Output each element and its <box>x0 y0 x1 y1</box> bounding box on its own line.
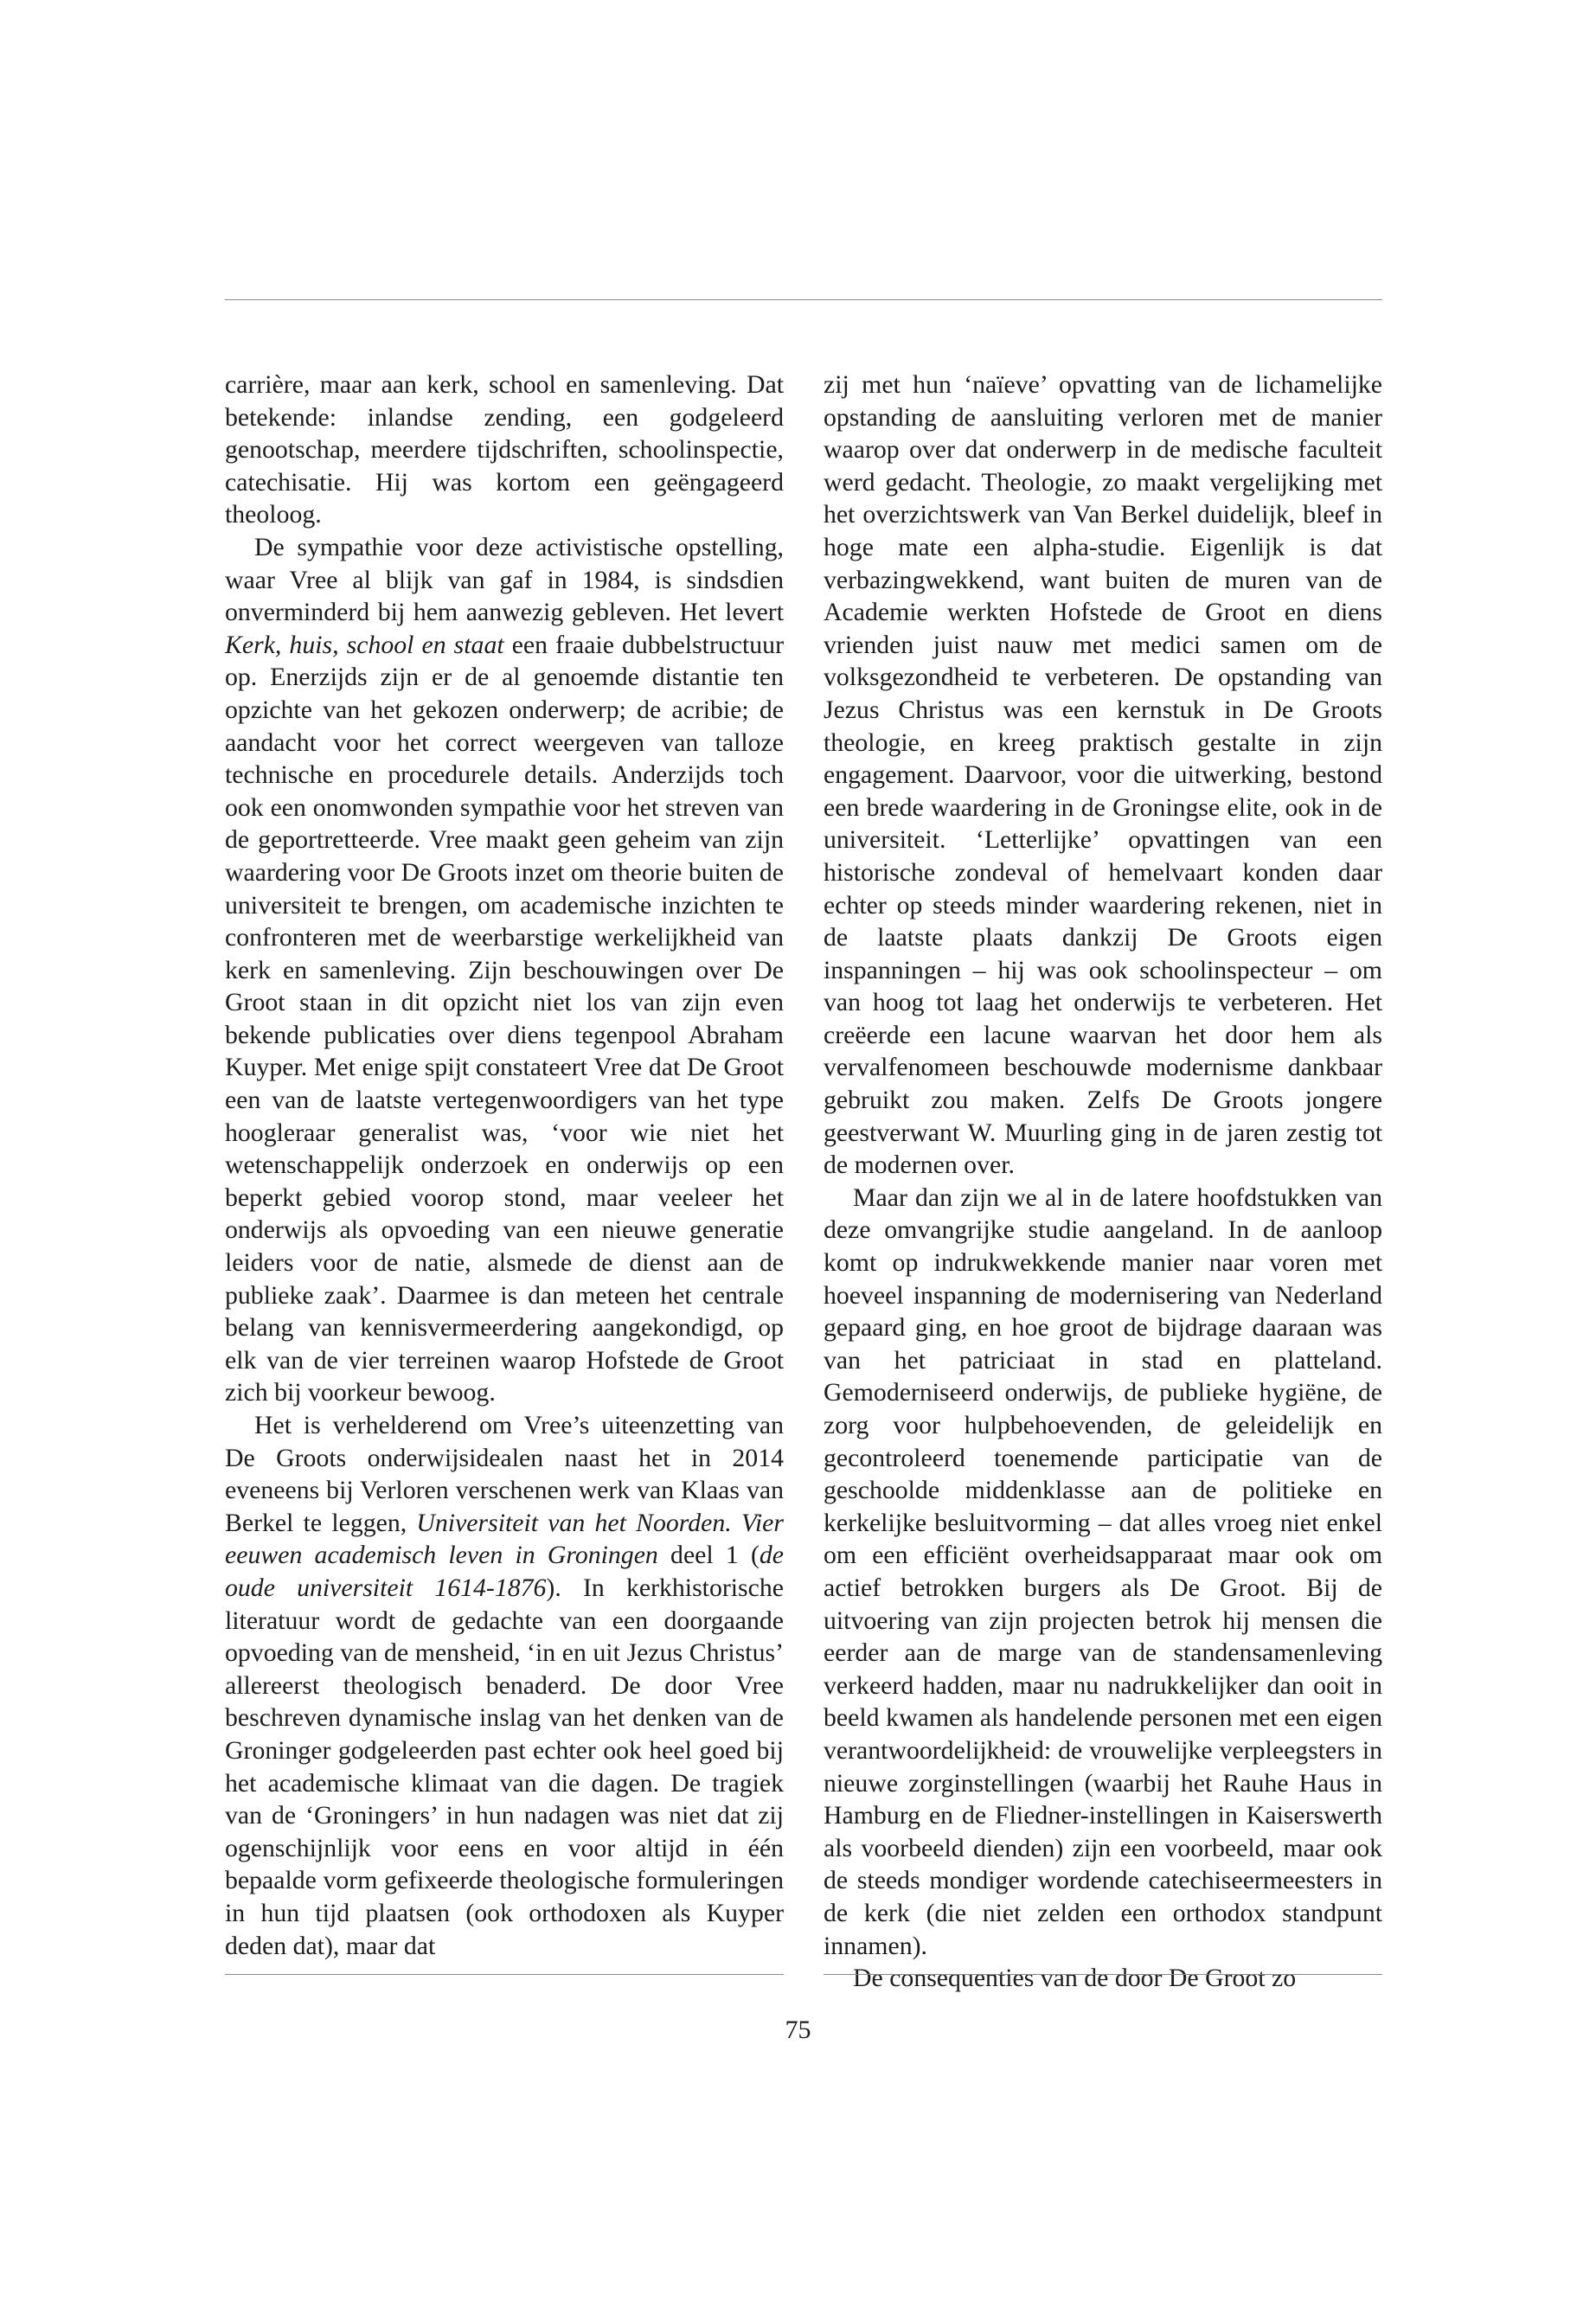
left-paragraph-3-text-b: deel 1 ( <box>657 1541 760 1570</box>
left-paragraph-3-text-c: ). In kerkhistorische literatuur wordt de gedachte van een doorgaande opvoeding van de mensheid, ‘in en uit Jezus Christus’ allereerst theologisch benaderd. De door Vree beschreven dynamische inslag van het denken van de Groninger godgeleerden past echter ook heel goed bij het academische klimaat van die dagen. De tragiek van de ‘Groningers’ in hun nadagen was niet dat zij ogenschijnlijk voor eens en voor altijd in één bepaalde vorm gefixeerde theologische formuleringen in hun tijd plaatsen (ook orthodoxen als Kuyper deden dat), maar dat <box>225 1573 784 1960</box>
page-number: 75 <box>785 2016 811 2044</box>
left-paragraph-2-text-a: De sympathie voor deze activistische opstelling, waar Vree al blijk van gaf in 1984, is sindsdien onverminderd bij hem aanwezig gebleven. Het levert <box>225 532 784 627</box>
header-rule <box>225 299 1382 300</box>
footer-rule-right <box>824 1974 1382 1975</box>
right-column <box>824 369 1382 1995</box>
left-paragraph-3 <box>225 1409 784 1962</box>
left-paragraph-2 <box>225 531 784 1409</box>
book-title-kerk-huis-school-en-staat: Kerk, huis, school en staat <box>225 630 504 659</box>
left-paragraph-3-text-a: Het is verhelderend om Vree’s uiteenzetting van De Groots onderwijsidealen naast het in 2014 eveneens bij Verloren verschenen werk van Klaas van Berkel te leggen, <box>225 1411 784 1537</box>
right-paragraph-1: zij met hun ‘naïeve’ opvatting van de lichamelijke opstanding de aansluiting verloren met de manier waarop over dat onderwerp in de medische faculteit werd gedacht. Theologie, zo maakt vergelijking met het overzichtswerk van Van Berkel duidelijk, bleef in hoge mate een alpha-studie. Eigenlijk is dat verbazingwekkend, want buiten de muren van de Academie werkten Hofstede de Groot en diens vrienden juist nauw met medici samen om de volksgezondheid te verbeteren. De opstanding van Jezus Christus was een kernstuk in De Groots theologie, en kreeg praktisch gestalte in zijn engagement. Daarvoor, voor die uitwerking, bestond een brede waardering in de Groningse elite, ook in de universiteit. ‘Letterlijke’ opvattingen van een historische zondeval of hemelvaart konden daar echter op steeds minder waardering rekenen, niet in de laatste plaats dankzij De Groots eigen inspanningen – hij was ook schoolinspecteur – om van hoog tot laag het onderwijs te verbeteren. Het creëerde een lacune waarvan het door hem als vervalfenomeen beschouwde modernisme dankbaar gebruikt zou maken. Zelfs De Groots jongere geestverwant W. Muurling ging in de jaren zestig tot de modernen over. <box>824 370 1382 1180</box>
book-title-universiteit-van-het-noorden: Universiteit van het Noorden. Vier eeuwen academisch leven in Groningen <box>225 1508 784 1570</box>
left-paragraph-2-text-b: een fraaie dubbelstructuur op. Enerzijds zijn er de al genoemde distantie ten opzichte van het gekozen onderwerp; de acribie; de aandacht voor het correct weergeven van talloze technische en procedurele details. Anderzijds toch ook een onomwonden sympathie voor het streven van de geportretteerde. Vree maakt geen geheim van zijn waardering voor De Groots inzet om theorie buiten de universiteit te brengen, om academische inzichten te confronteren met de weerbarstige werkelijkheid van kerk en samenleving. Zijn beschouwingen over De Groot staan in dit opzicht niet los van zijn even bekende publicaties over diens tegenpool Abraham Kuyper. Met enige spijt constateert Vree dat De Groot een van de laatste vertegenwoordigers van het type hoogleraar generalist was, ‘voor wie niet het wetenschappelijk onderzoek en onderwijs op een beperkt gebied voorop stond, maar veeleer het onderwijs als opvoeding van een nieuwe generatie leiders voor de natie, alsmede de dienst aan de publieke zaak’. Daarmee is dan meteen het centrale belang van kennisvermeerdering aangekondigd, op elk van de vier terreinen waarop Hofstede de Groot zich bij voorkeur bewoog. <box>225 630 785 1407</box>
right-paragraph-3: De consequenties van de door De Groot zo <box>853 1964 1297 1993</box>
book-subtitle-oude-universiteit: de oude universiteit 1614-1876 <box>225 1541 785 1602</box>
left-paragraph-1: carrière, maar aan kerk, school en samenleving. Dat betekende: inlandse zending, een godgeleerd genootschap, meerdere tijdschriften, schoolinspectie, catechisatie. Hij was kortom een geëngageerd theoloog. <box>225 370 784 529</box>
footer-rule-left <box>225 1974 784 1975</box>
left-column <box>225 369 784 1962</box>
right-paragraph-2: Maar dan zijn we al in de latere hoofdstukken van deze omvangrijke studie aangeland. In de aanloop komt op indrukwekkende manier naar voren met hoeveel inspanning de modernisering van Nederland gepaard ging, en hoe groot de bijdrage daaraan was van het patriciaat in stad en platteland. Gemoderniseerd onderwijs, de publieke hygiëne, de zorg voor hulpbehoevenden, de geleidelijk en gecontroleerd toenemende participatie van de geschoolde middenklasse aan de politieke en kerkelijke besluitvorming – dat alles vroeg niet enkel om een efficiënt overheidsapparaat maar ook om actief betrokken burgers als De Groot. Bij de uitvoering van zijn projecten betrok hij mensen die eerder aan de marge van de standensamenleving verkeerd hadden, maar nu nadrukkelijker dan ooit in beeld kwamen als handelende personen met een eigen verantwoordelijkheid: de vrouwelijke verpleegsters in nieuwe zorginstellingen (waarbij het Rauhe Haus in Hamburg en de Fliedner-instellingen in Kaiserswerth als voorbeeld dienden) zijn een voorbeeld, maar ook de steeds mondiger wordende catechiseermeesters in de kerk (die niet zelden een orthodox standpunt innamen). <box>824 1183 1382 1960</box>
